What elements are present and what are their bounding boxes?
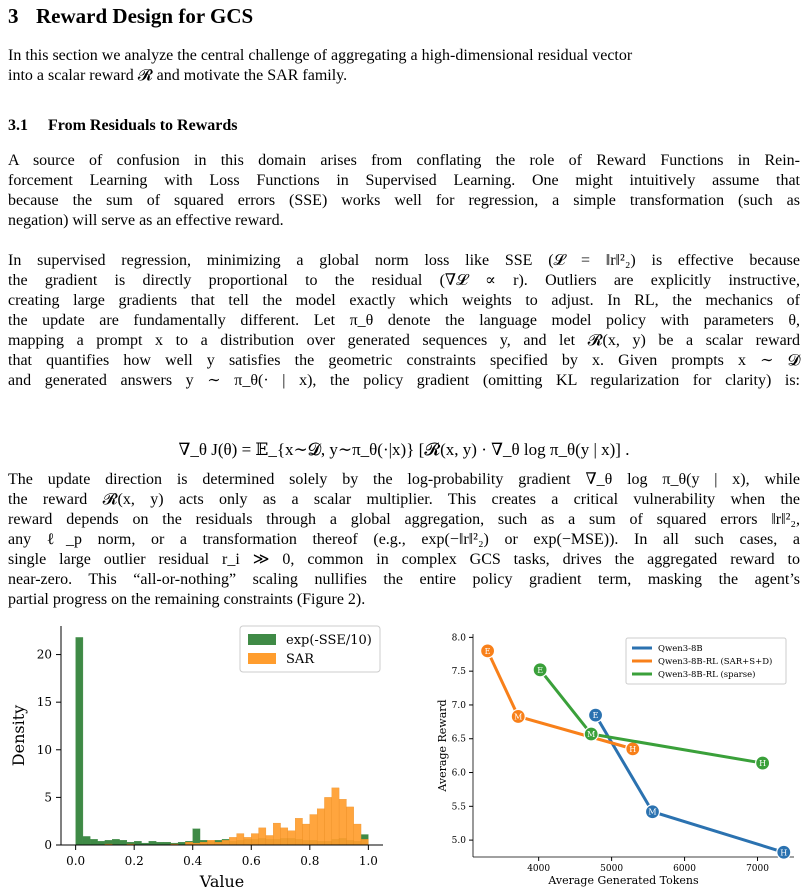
- bar-sar: [361, 839, 368, 845]
- series-line: [596, 715, 784, 852]
- marker-label: H: [780, 848, 788, 858]
- marker-label: E: [484, 646, 491, 656]
- bar-sar: [273, 823, 280, 845]
- section-number: 3: [8, 4, 19, 28]
- text-line: any ℓ_p norm, or a transformation thereof (e.g., exp(−‖r‖²₂) or exp(−MSE)). In all such cases, a: [8, 531, 800, 548]
- series-line: [488, 651, 633, 749]
- y-tick-label: 6.0: [451, 768, 466, 779]
- text-line: The update direction is determined solely by the log-probability gradient ∇_θ log π_θ(y | x), while: [8, 471, 800, 488]
- text-line: single large outlier residual r_i ≫ 0, common in complex GCS tasks, drives the aggregated reward to: [8, 551, 800, 568]
- bar-sse: [76, 637, 83, 845]
- y-tick-label: 7.5: [451, 667, 466, 678]
- x-tick-label: 0.2: [124, 854, 144, 868]
- marker-label: E: [537, 665, 544, 675]
- bar-sar: [229, 837, 236, 845]
- legend-label: Qwen3-8B-RL (SAR+S+D): [658, 657, 773, 667]
- y-axis-title: Average Reward: [436, 699, 449, 792]
- bar-sar: [317, 809, 324, 845]
- legend-label: Qwen3-8B-RL (sparse): [658, 670, 756, 680]
- y-tick-label: 15: [36, 695, 52, 710]
- bar-sar: [266, 835, 273, 845]
- bar-sar: [339, 799, 346, 845]
- y-axis-title: Density: [9, 704, 28, 767]
- y-tick-label: 7.0: [451, 700, 466, 711]
- text-line: the reward 𝓡(x, y) acts only as a scalar multiplier. This creates a critical vulnerability when the: [8, 491, 800, 508]
- text-line: In this section we analyze the central challenge of aggregating a high-dimensional residual vector: [8, 47, 633, 64]
- bar-sse: [134, 841, 141, 845]
- bar-sse: [98, 841, 105, 845]
- bar-sse: [193, 829, 200, 845]
- marker-label: H: [759, 759, 767, 769]
- bar-sse: [120, 840, 127, 845]
- bar-sar: [295, 818, 302, 845]
- section-title: Reward Design for GCS: [36, 4, 254, 28]
- paragraph-reward-vs-loss: [8, 151, 800, 231]
- x-tick-label: 0.8: [300, 854, 320, 868]
- bar-sse: [112, 839, 119, 845]
- bar-sar: [310, 815, 317, 845]
- text-line: reward depends on the residuals through a global aggregation, such as a sum of squared errors ‖r‖²₂,: [8, 511, 800, 528]
- y-tick-label: 20: [36, 647, 52, 662]
- legend-label-sse: exp(-SSE/10): [286, 633, 372, 648]
- bar-sar: [288, 831, 295, 845]
- bar-sar: [281, 828, 288, 845]
- text-line: mapping a prompt x to a distribution over generated sequences y, and let 𝓡(x, y) be a scalar reward: [8, 332, 800, 349]
- text-line: that quantifies how well y satisfies the geometric constraints specified by x. Given prompts x ∼ 𝓓: [8, 352, 800, 369]
- bar-sar: [354, 824, 361, 845]
- marker-label: M: [587, 730, 596, 740]
- text-line: and generated answers y ∼ π_θ(· | x), the policy gradient (omitting KL regularization for clarity) is:: [8, 372, 800, 389]
- histogram-chart: [0, 620, 400, 894]
- x-tick-label: 6000: [673, 864, 697, 874]
- y-tick-label: 5.5: [451, 802, 466, 813]
- paragraph-supervised-vs-rl: [8, 251, 800, 391]
- marker-label: M: [648, 807, 657, 817]
- y-tick-label: 6.5: [451, 734, 466, 745]
- x-axis-title: Value: [199, 872, 245, 891]
- text-line: the update are fundamentally different. Let π_θ denote the language model policy with parameters θ,: [8, 312, 800, 329]
- subsection-number: 3.1: [8, 117, 28, 134]
- subsection-heading: [8, 117, 237, 135]
- text-line: negation) will serve as an effective reward.: [8, 212, 284, 229]
- x-tick-label: 4000: [527, 864, 551, 874]
- legend-swatch-sar: [248, 653, 276, 664]
- bar-sar: [244, 837, 251, 845]
- text-line: forcement Learning with Loss Functions in Supervised Learning. One might intuitively assume that: [8, 172, 800, 189]
- text-line: partial progress on the remaining constraints (Figure 2).: [8, 591, 366, 608]
- text-line: the gradient is directly proportional to the residual (∇𝓛 ∝ r). Outliers are explicitly instructive,: [8, 272, 800, 289]
- bar-sar: [259, 828, 266, 845]
- x-tick-label: 0.0: [66, 854, 86, 868]
- y-tick-label: 5: [44, 790, 52, 805]
- bar-sar: [222, 840, 229, 845]
- x-axis-title: Average Generated Tokens: [548, 874, 699, 887]
- legend-swatch-sse: [248, 634, 276, 645]
- marker-label: M: [514, 712, 523, 722]
- text-line: into a scalar reward 𝓡 and motivate the SAR family.: [8, 67, 348, 84]
- x-tick-label: 5000: [600, 864, 624, 874]
- section-heading: [8, 4, 253, 29]
- bar-sar: [346, 807, 353, 845]
- bar-sar: [324, 797, 331, 845]
- text-line: In supervised regression, minimizing a global norm loss like SSE (𝓛 = ‖r‖²₂) is effective because: [8, 252, 800, 269]
- bar-sar: [251, 834, 258, 845]
- text-line: A source of confusion in this domain arises from conflating the role of Reward Functions in Rein-: [8, 152, 800, 169]
- bar-sse: [149, 841, 156, 845]
- bar-sar: [303, 824, 310, 845]
- bar-sse: [83, 836, 90, 845]
- y-tick-label: 8.0: [451, 633, 466, 644]
- policy-gradient-equation: ∇_θ J(θ) = 𝔼_{x∼𝓓, y∼π_θ(·|x)} [𝓡(x, y) · ∇_θ log π_θ(y | x)] .: [178, 440, 630, 459]
- bar-sar: [237, 834, 244, 845]
- x-tick-label: 7000: [746, 864, 769, 874]
- subsection-title: From Residuals to Rewards: [48, 117, 238, 134]
- bar-sar: [332, 788, 339, 845]
- text-line: creating large gradients that tell the model exactly which weights to adjust. In RL, the mechanics of: [8, 292, 800, 309]
- reward-vs-tokens-chart: [430, 620, 808, 894]
- bar-sar: [207, 840, 214, 845]
- paragraph-vulnerability: [8, 470, 800, 610]
- legend-label: Qwen3-8B: [658, 644, 703, 654]
- x-tick-label: 0.6: [241, 854, 261, 868]
- y-tick-label: 5.0: [451, 836, 466, 847]
- legend-label-sar: SAR: [286, 652, 315, 667]
- x-tick-label: 0.4: [183, 854, 203, 868]
- text-line: near-zero. This “all-or-nothing” scaling nullifies the entire policy gradient term, masking the agent’s: [8, 571, 800, 588]
- text-line: because the sum of squared errors (SSE) works well for regression, a simple transformation (such as: [8, 192, 800, 209]
- marker-label: E: [592, 711, 599, 721]
- bar-sse: [90, 839, 97, 845]
- y-tick-label: 0: [44, 838, 52, 852]
- y-tick-label: 10: [36, 742, 52, 757]
- intro-paragraph: [8, 46, 800, 86]
- x-tick-label: 1.0: [358, 854, 378, 868]
- marker-label: H: [629, 744, 637, 754]
